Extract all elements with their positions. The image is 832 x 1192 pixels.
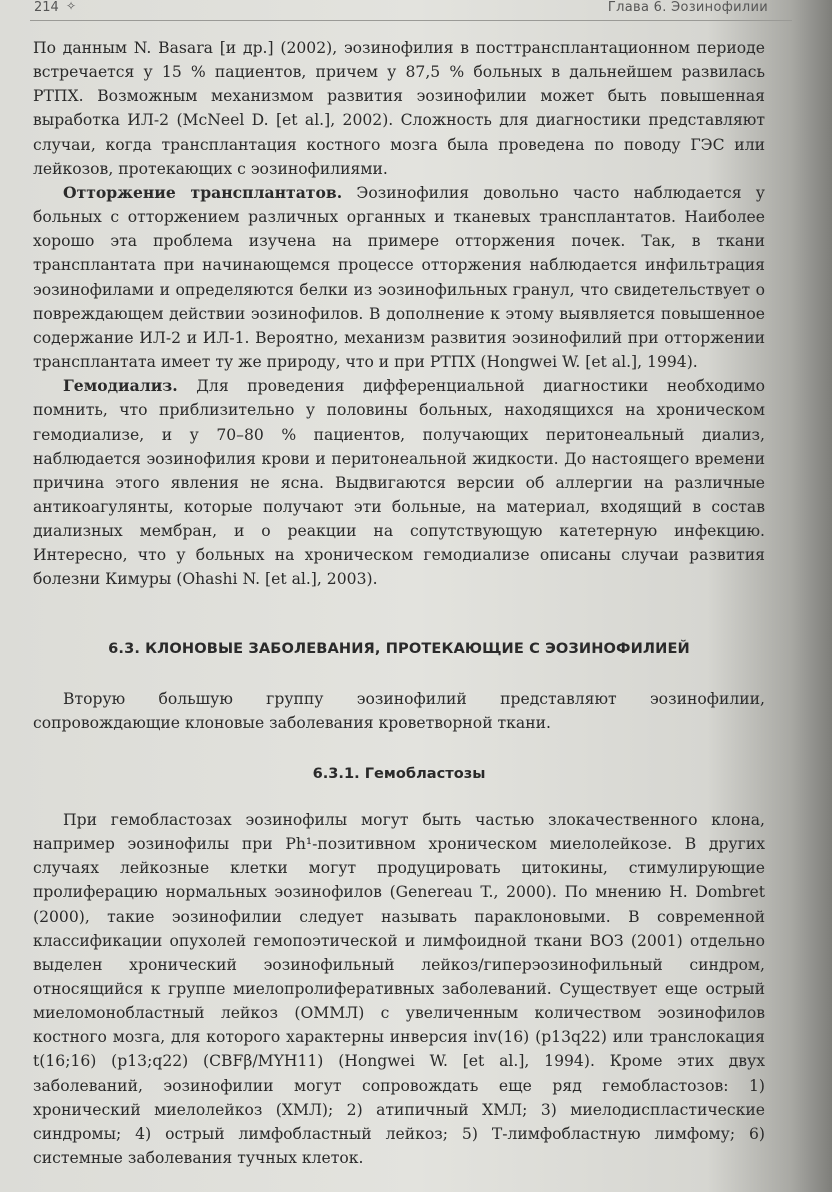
text-transplant-rejection: Эозинофилия довольно часто наблюдается у больных с отторжением различных органных и тканевых трансплантатов. Наиболее хорошо эта проблема изучена на примере отторжения почек. Так, в ткани трансплантата при начинающемся процессе отторжения наблюдается инфильтрация эозинофилами и определяются белки из эозинофильных гранул, что свидетельствует о повреждающем действии эозинофилов. В дополнение к этому выявляется повышенное содержание ИЛ-2 и ИЛ-1. Вероятно, механизм развития эозинофилий при отторжении трансплантата имеет ту же природу, что и при РТПХ (Hongwei W. [et al.], 1994). <box>33 183 765 372</box>
ornament-icon: ✧ <box>66 0 77 13</box>
running-head: Глава 6. Эозинофилии <box>607 0 768 15</box>
paragraph-continuation: По данным N. Basara [и др.] (2002), эозинофилия в посттрансплантационном периоде встречается у 15 % пациентов, причем у 87,5 % больных в дальнейшем развилась РТПХ. Возможным механизмом развития эозинофилии может быть повышенная выработка ИЛ-2 (McNeel D. [et al.], 2002). Сложность для диагностики представляют случаи, когда трансплантация костного мозга была проведена по поводу ГЭС или лейкозов, протекающих с эозинофилиями. <box>33 39 765 178</box>
page-header <box>0 0 832 18</box>
paragraph-hemodialysis <box>33 374 765 591</box>
paragraph-transplant-rejection <box>33 181 765 374</box>
lead-transplant-rejection: Отторжение трансплантатов. <box>63 182 343 202</box>
paragraph-clonal-intro: Вторую большую группу эозинофилий представляют эозинофилии, сопровождающие клоновые заболевания кроветворной ткани. <box>33 689 765 732</box>
lead-hemodialysis: Гемодиализ. <box>63 376 178 396</box>
page-number: 214 <box>34 0 59 15</box>
subsection-heading-6-3-1: 6.3.1. Гемобластозы <box>312 764 486 782</box>
header-rule <box>30 20 792 21</box>
paragraph-hemoblastoses: При гемобластозах эозинофилы могут быть частью злокачественного клона, например эозинофилы при Ph¹-позитивном хроническом миелолейкозе. В других случаях лейкозные клетки могут продуцировать цитокины, стимулирующие пролиферацию нормальных эозинофилов (Genereau T., 2000). По мнению H. Dombret (2000), такие эозинофилии следует называть параклоновыми. В современной классификации опухолей гемопоэтической и лимфоидной ткани ВОЗ (2001) отдельно выделен хронический эозинофильный лейкоз/гиперэозинофильный синдром, относящийся к группе миелопролиферативных заболеваний. Существует еще острый миеломонобластный лейкоз (ОММЛ) с увеличенным количеством эозинофилов костного мозга, для которого характерны инверсия inv(16) (p13q22) или транслокация t(16;16) (p13;q22) (CBFβ/MYH11) (Hongwei W. [et al.], 1994). Кроме этих двух заболеваний, эозинофилии могут сопровождать еще ряд гемобластозов: 1) хронический миелолейкоз (ХМЛ); 2) атипичный ХМЛ; 3) миелодиспластические синдромы; 4) острый лимфобластный лейкоз; 5) Т-лимфобластную лимфому; 6) системные заболевания тучных клеток. <box>33 810 765 1168</box>
section-heading-6-3: 6.3. КЛОНОВЫЕ ЗАБОЛЕВАНИЯ, ПРОТЕКАЮЩИЕ С ЭОЗИНОФИЛИЕЙ <box>108 639 690 657</box>
page-body <box>33 36 765 1170</box>
text-hemodialysis: Для проведения дифференциальной диагностики необходимо помнить, что приблизительно у половины больных, находящихся на хроническом гемодиализе, и у 70–80 % пациентов, получающих перитонеальный диализ, наблюдается эозинофилия крови и перитонеальной жидкости. До настоящего времени причина этого явления не ясна. Выдвигаются версии об аллергии на различные антикоагулянты, которые получают эти больные, на материал, входящий в состав диализных мембран, и о реакции на сопутствующую катетерную инфекцию. Интересно, что у больных на хроническом гемодиализе описаны случаи развития болезни Кимуры (Ohashi N. [et al.], 2003). <box>33 377 765 589</box>
